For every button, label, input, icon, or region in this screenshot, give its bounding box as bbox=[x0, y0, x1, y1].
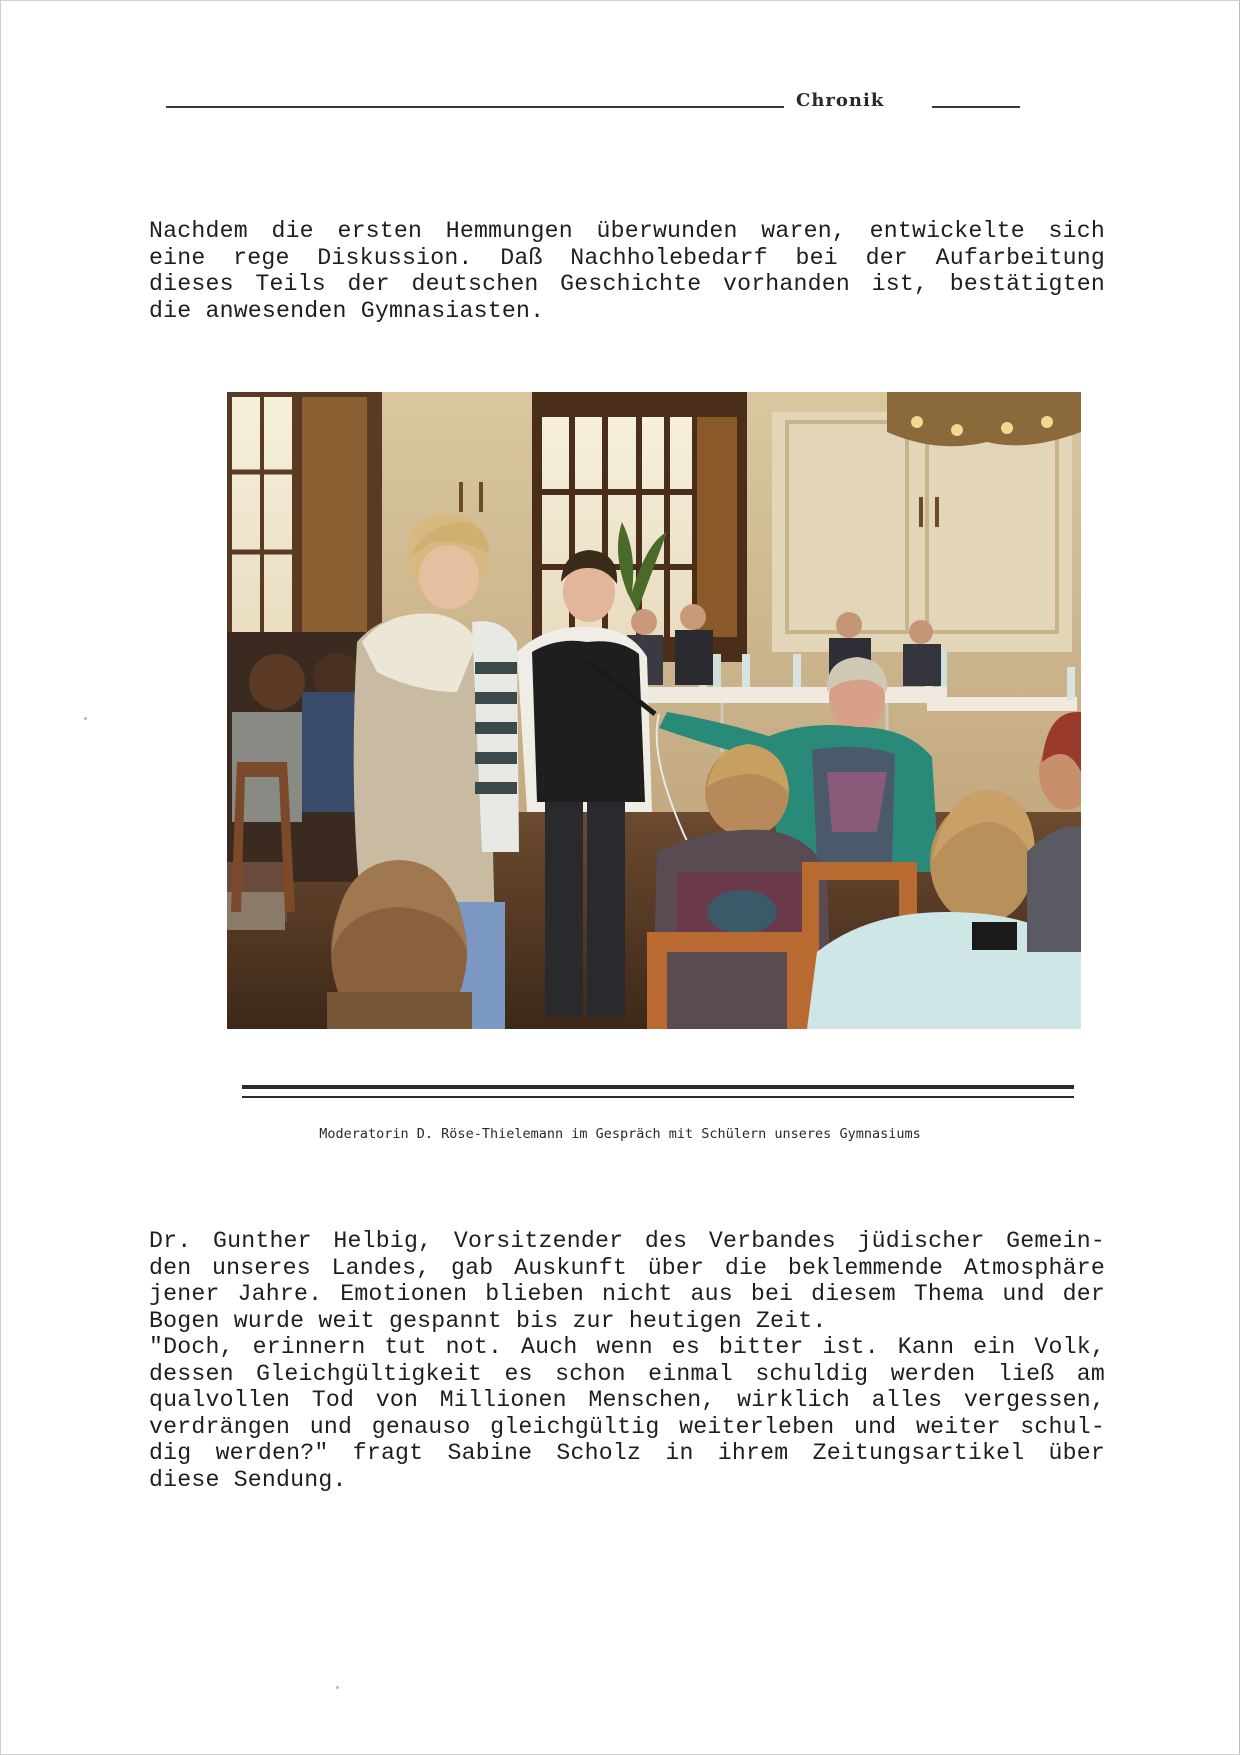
section-title: Chronik bbox=[796, 90, 885, 111]
scan-speck bbox=[336, 1686, 339, 1689]
paragraph-line: die anwesenden Gymnasiasten. bbox=[149, 297, 545, 324]
photo-caption: Moderatorin D. Röse-Thielemann im Gespräch mit Schülern unseres Gymnasiums bbox=[319, 1126, 921, 1142]
paragraph-line: den unseres Landes, gab Auskunft über die beklemmende Atmosphäre bbox=[149, 1254, 1105, 1281]
paragraph-line: eine rege Diskussion. Daß Nachholebedarf bei der Aufarbeitung bbox=[149, 244, 1105, 271]
paragraph-line: dieses Teils der deutschen Geschichte vorhanden ist, bestätigten bbox=[149, 271, 1105, 297]
paragraph-line: qualvollen Tod von Millionen Menschen, wirklich alles vergessen, bbox=[149, 1387, 1105, 1413]
main-paragraph bbox=[149, 1228, 1105, 1493]
event-photograph bbox=[227, 392, 1081, 1029]
paragraph-line: dessen Gleichgültigkeit es schon einmal schuldig werden ließ am bbox=[149, 1360, 1105, 1387]
header-rule-right bbox=[932, 106, 1020, 108]
intro-paragraph bbox=[149, 218, 1105, 324]
paragraph-line: verdrängen und genauso gleichgültig weiterleben und weiter schul- bbox=[149, 1413, 1105, 1440]
scan-speck bbox=[84, 717, 87, 720]
paragraph-line: Bogen wurde weit gespannt bis zur heutigen Zeit. bbox=[149, 1307, 827, 1334]
caption-rule-thin bbox=[242, 1096, 1074, 1098]
paragraph-line: Nachdem die ersten Hemmungen überwunden waren, entwickelte sich bbox=[149, 218, 1105, 244]
paragraph-line: "Doch, erinnern tut not. Auch wenn es bitter ist. Kann ein Volk, bbox=[149, 1334, 1105, 1360]
paragraph-line: jener Jahre. Emotionen blieben nicht aus bei diesem Thema und der bbox=[149, 1281, 1105, 1307]
header-rule-left bbox=[166, 106, 784, 108]
paragraph-line: dig werden?" fragt Sabine Scholz in ihrem Zeitungsartikel über bbox=[149, 1440, 1105, 1466]
paragraph-line: Dr. Gunther Helbig, Vorsitzender des Verbandes jüdischer Gemein- bbox=[149, 1228, 1105, 1254]
caption-rule-thick bbox=[242, 1085, 1074, 1089]
paragraph-line: diese Sendung. bbox=[149, 1466, 347, 1493]
